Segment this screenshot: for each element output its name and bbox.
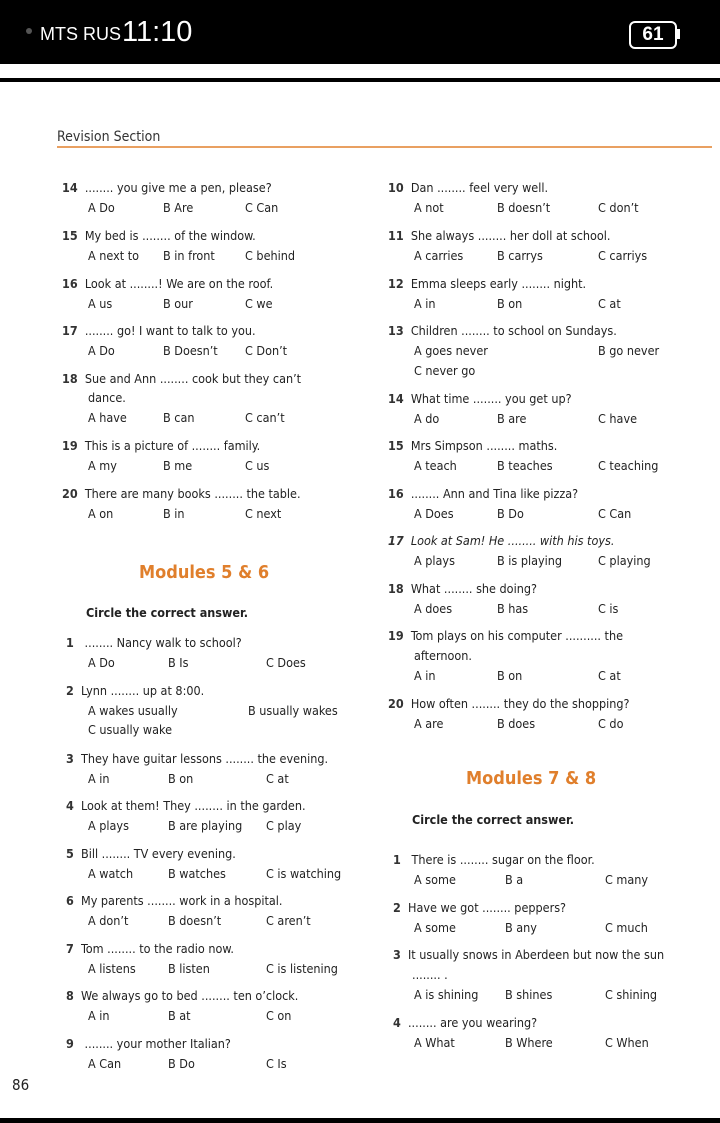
question-text: My parents ........ work in a hospital.: [80, 893, 283, 908]
option[interactable]: B on: [497, 296, 523, 311]
question-text: Tom ........ to the radio now.: [80, 941, 235, 956]
option[interactable]: C is listening: [266, 961, 338, 976]
option[interactable]: B on: [168, 771, 194, 786]
option[interactable]: C Can: [598, 506, 632, 521]
option[interactable]: B Is: [168, 655, 189, 670]
question-text-cont: ........ .: [412, 967, 448, 982]
option[interactable]: B usually wakes: [248, 703, 338, 718]
option[interactable]: B carrys: [497, 248, 543, 263]
option[interactable]: B on: [497, 668, 523, 683]
option[interactable]: B watches: [168, 866, 226, 881]
module-heading-7-8: Modules 7 & 8: [466, 768, 597, 789]
question-text: ........ you give me a pen, please?: [84, 180, 272, 195]
option[interactable]: A my: [88, 458, 117, 473]
option[interactable]: A plays: [414, 553, 455, 568]
option[interactable]: B doesn’t: [168, 913, 222, 928]
question-text: ........ go! I want to talk to you.: [84, 323, 256, 338]
question-text: My bed is ........ of the window.: [84, 228, 256, 243]
option[interactable]: A some: [414, 920, 456, 935]
status-bar: [0, 0, 720, 64]
question-text-cont: afternoon.: [414, 648, 472, 663]
option[interactable]: C is: [598, 601, 619, 616]
option[interactable]: B Where: [505, 1035, 553, 1050]
question-text: What time ........ you get up?: [410, 391, 572, 406]
option[interactable]: C can’t: [245, 410, 285, 425]
question-text: We always go to bed ........ ten o’clock.: [80, 988, 299, 1003]
question-text: ........ Nancy walk to school?: [84, 635, 242, 650]
question-text: There is ........ sugar on the floor.: [411, 852, 595, 867]
instruction: Circle the correct answer.: [86, 605, 249, 620]
option[interactable]: C never go: [414, 363, 476, 378]
section-title: Revision Section: [57, 129, 161, 145]
question-text: ........ your mother Italian?: [84, 1036, 231, 1051]
question-text: This is a picture of ........ family.: [84, 438, 261, 453]
option[interactable]: C is watching: [266, 866, 342, 881]
option[interactable]: C next: [245, 506, 282, 521]
carrier-name: MTS RUS: [40, 24, 121, 44]
option[interactable]: C shining: [605, 987, 658, 1002]
option[interactable]: C we: [245, 296, 273, 311]
option[interactable]: A in: [414, 296, 436, 311]
option[interactable]: C teaching: [598, 458, 659, 473]
battery-nub-icon: [677, 29, 680, 39]
option[interactable]: C at: [598, 668, 621, 683]
option[interactable]: A us: [88, 296, 113, 311]
option[interactable]: B any: [505, 920, 537, 935]
question-text: Children ........ to school on Sundays.: [410, 323, 617, 338]
option[interactable]: B our: [163, 296, 193, 311]
question-text: Look at Sam! He ........ with his toys.: [410, 533, 615, 548]
battery-icon: 61: [629, 21, 677, 49]
option[interactable]: B are playing: [168, 818, 243, 833]
question-text: ........ Ann and Tina like pizza?: [410, 486, 579, 501]
question-text: Look at them! They ........ in the garden.: [80, 798, 306, 813]
module-heading-5-6: Modules 5 & 6: [139, 562, 270, 583]
option[interactable]: C much: [605, 920, 648, 935]
option[interactable]: A in: [414, 668, 436, 683]
option[interactable]: C When: [605, 1035, 649, 1050]
option[interactable]: B teaches: [497, 458, 553, 473]
option[interactable]: C Does: [266, 655, 306, 670]
option[interactable]: C play: [266, 818, 302, 833]
option[interactable]: B are: [497, 411, 527, 426]
option[interactable]: A on: [88, 506, 114, 521]
question-text-cont: dance.: [88, 390, 126, 405]
option[interactable]: A next to: [88, 248, 140, 263]
question-text: Mrs Simpson ........ maths.: [410, 438, 558, 453]
option[interactable]: C usually wake: [88, 722, 172, 737]
option[interactable]: A Do: [88, 343, 115, 358]
option[interactable]: C do: [598, 716, 624, 731]
option[interactable]: B shines: [505, 987, 553, 1002]
question-text: They have guitar lessons ........ the evening.: [80, 751, 329, 766]
option[interactable]: A teach: [414, 458, 457, 473]
option[interactable]: B in: [163, 506, 185, 521]
question-text: Sue and Ann ........ cook but they can’t: [84, 371, 302, 386]
option[interactable]: B does: [497, 716, 536, 731]
question-text: Dan ........ feel very well.: [410, 180, 549, 195]
option[interactable]: B Are: [163, 200, 194, 215]
instruction: Circle the correct answer.: [412, 812, 575, 827]
option[interactable]: B Do: [168, 1056, 195, 1071]
option[interactable]: C have: [598, 411, 638, 426]
option[interactable]: B go never: [598, 343, 660, 358]
option[interactable]: B a: [505, 872, 524, 887]
option[interactable]: A carries: [414, 248, 464, 263]
question-text: How often ........ they do the shopping?: [410, 696, 630, 711]
page-number: 86: [12, 1076, 30, 1094]
option[interactable]: C at: [598, 296, 621, 311]
option[interactable]: B listen: [168, 961, 210, 976]
question-text: Bill ........ TV every evening.: [80, 846, 236, 861]
option[interactable]: A do: [414, 411, 440, 426]
option[interactable]: A have: [88, 410, 127, 425]
option[interactable]: A listens: [88, 961, 136, 976]
option[interactable]: C Can: [245, 200, 279, 215]
option[interactable]: B Doesn’t: [163, 343, 218, 358]
option[interactable]: C Don’t: [245, 343, 288, 358]
option[interactable]: A What: [414, 1035, 455, 1050]
question-text: Tom plays on his computer .......... the: [410, 628, 624, 643]
option[interactable]: B Do: [497, 506, 524, 521]
question-text: Have we got ........ peppers?: [407, 900, 567, 915]
option[interactable]: A not: [414, 200, 444, 215]
question-text: What ........ she doing?: [410, 581, 537, 596]
option[interactable]: A does: [414, 601, 453, 616]
option[interactable]: A Do: [88, 200, 115, 215]
page-bottom-border: [0, 1118, 720, 1123]
option[interactable]: B in front: [163, 248, 215, 263]
option[interactable]: C don’t: [598, 200, 639, 215]
option[interactable]: C at: [266, 771, 289, 786]
option[interactable]: B is playing: [497, 553, 563, 568]
option[interactable]: A some: [414, 872, 456, 887]
option[interactable]: A plays: [88, 818, 129, 833]
option[interactable]: A in: [88, 771, 110, 786]
option[interactable]: A Can: [88, 1056, 122, 1071]
page-top-border: [0, 78, 720, 82]
question-text: Emma sleeps early ........ night.: [410, 276, 587, 291]
question-text: There are many books ........ the table.: [84, 486, 301, 501]
option[interactable]: C carriys: [598, 248, 648, 263]
question-text: She always ........ her doll at school.: [410, 228, 611, 243]
question-text: It usually snows in Aberdeen but now the sun: [407, 947, 665, 962]
section-rule: [57, 146, 712, 148]
option[interactable]: B can: [163, 410, 195, 425]
option[interactable]: A watch: [88, 866, 134, 881]
option[interactable]: B doesn’t: [497, 200, 551, 215]
option[interactable]: C playing: [598, 553, 651, 568]
option[interactable]: C many: [605, 872, 649, 887]
option[interactable]: C aren’t: [266, 913, 311, 928]
option[interactable]: B me: [163, 458, 193, 473]
option[interactable]: C on: [266, 1008, 292, 1023]
option[interactable]: A don’t: [88, 913, 129, 928]
option[interactable]: C Is: [266, 1056, 287, 1071]
question-text: Look at ........! We are on the roof.: [84, 276, 274, 291]
option[interactable]: A wakes usually: [88, 703, 178, 718]
option[interactable]: A are: [414, 716, 444, 731]
option[interactable]: B has: [497, 601, 529, 616]
option[interactable]: A is shining: [414, 987, 479, 1002]
clock: 11:10: [122, 16, 193, 48]
question-text: ........ are you wearing?: [407, 1015, 538, 1030]
signal-dot-icon: [26, 28, 32, 34]
question-text: Lynn ........ up at 8:00.: [80, 683, 205, 698]
option[interactable]: A Do: [88, 655, 115, 670]
option[interactable]: B at: [168, 1008, 191, 1023]
option[interactable]: A in: [88, 1008, 110, 1023]
option[interactable]: A Does: [414, 506, 454, 521]
option[interactable]: C behind: [245, 248, 296, 263]
option[interactable]: C us: [245, 458, 270, 473]
option[interactable]: A goes never: [414, 343, 488, 358]
